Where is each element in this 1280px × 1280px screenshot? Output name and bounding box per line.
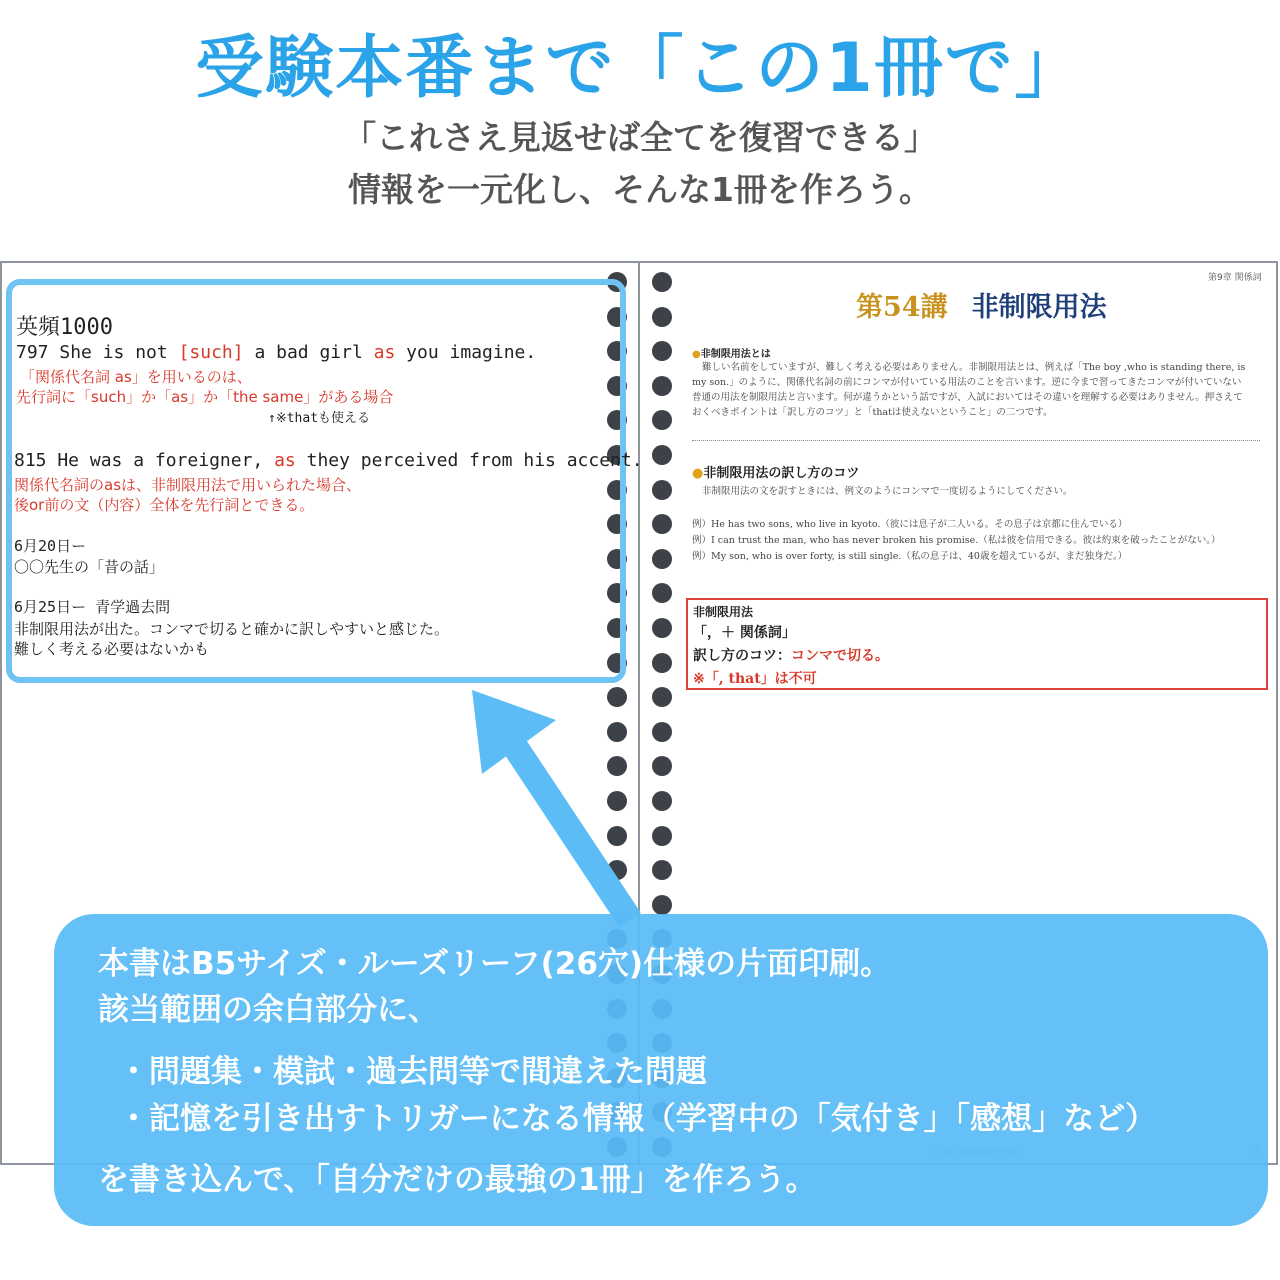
memo-2-date: 6月25日ー 青学過去問 (14, 598, 171, 616)
note-815-annotation-2: 後or前の文（内容）全体を先行詞とできる。 (14, 496, 315, 514)
note-797-sentence: 797 She is not [such] a bad girl as you imagine. (16, 342, 537, 363)
banner-line-3: を書き込んで、「自分だけの最強の1冊」を作ろう。 (98, 1162, 817, 1198)
banner-bullet-1: ・問題集・模試・過去問等で間違えた問題 (118, 1054, 707, 1090)
binder-hole (652, 653, 672, 673)
headline: 受験本番まで「この1冊で」 (195, 29, 1085, 108)
key-point-title: 非制限用法 (693, 605, 754, 619)
lesson-title (856, 285, 1107, 324)
binder-hole (652, 445, 672, 465)
memo-2-text-2: 難しく考える必要はないかも (14, 640, 210, 658)
section-1-paragraph: 難しい名前をしていますが、難しく考える必要はありません。非制限用法とは、例えば「The boy ,who is standing there, is my son.」のように、関係代名詞の前にコンマが付いている用法のことを言います。逆に今まで習ってきたコンマが付いていない 普通の用法を制限用法と言います。何が違うかという話ですが、入試においてはその違いを理解する必要はありません。押さえて おくべきポイントは「訳し方のコツ」と「thatは使えないということ」の二つです。 (692, 362, 1246, 418)
note-815-sentence: 815 He was a foreigner, as they perceived from his accent. (14, 450, 643, 471)
memo-2-text-1: 非制限用法が出た。コンマで切ると確かに訳しやすいと感じた。 (14, 620, 450, 638)
subtitle-line-2: 情報を一元化し、そんな1冊を作ろう。 (348, 170, 932, 209)
key-point-form: 「，＋ 関係詞」 (693, 625, 796, 641)
note-815-annotation-1: 関係代名詞のasは、非制限用法で用いられた場合、 (14, 476, 362, 494)
binder-hole (652, 376, 672, 396)
banner-bullet-2: ・記憶を引き出すトリガーになる情報（学習中の「気付き」「感想」など） (118, 1101, 1157, 1137)
example-1: 例）He has two sons, who live in kyoto.（彼には息子が二人いる。その息子は京都に住んでいる） (692, 519, 1128, 530)
binder-hole (652, 480, 672, 500)
lesson-name: 非制限用法 (971, 292, 1107, 323)
section-2-heading: ● 非制限用法の訳し方のコツ (692, 462, 859, 481)
binder-hole (652, 895, 672, 915)
note-797-that-remark: ↑※thatも使える (268, 411, 371, 426)
binder-hole (652, 307, 672, 327)
binder-hole (652, 618, 672, 638)
subtitle-line-1: 「これさえ見返せば全てを復習できる」 (343, 118, 937, 157)
key-point-warning: ※「, that」は不可 (693, 671, 817, 687)
memo-1-date: 6月20日ー (14, 537, 87, 555)
binder-hole (652, 272, 672, 292)
lesson-number: 第54講 (856, 292, 948, 323)
key-point-tip: 訳し方のコツ：コンマで切る。 (693, 648, 889, 664)
note-title: 英頻1000 (16, 315, 113, 340)
example-2: 例）I can trust the man, who has never broken his promise.（私は彼を信用できる。彼は約束を破ったことがない。） (692, 535, 1221, 546)
section-separator (692, 440, 1260, 441)
binder-hole (652, 549, 672, 569)
section-2-text: 非制限用法の文を訳すときには、例文のようにコンマで一度切るようにしてください。 (702, 486, 1073, 497)
section-1-heading: ● 非制限用法とは (692, 345, 771, 360)
memo-1-text: 〇〇先生の「昔の話」 (14, 558, 165, 576)
banner-line-2: 該当範囲の余白部分に、 (98, 992, 439, 1028)
banner-line-1: 本書はB5サイズ・ルーズリーフ(26穴)仕様の片面印刷。 (98, 946, 892, 982)
arrow-icon (460, 690, 650, 930)
binder-hole (652, 722, 672, 742)
example-3: 例）My son, who is over forty, is still single.（私の息子は、40歳を超えているが、まだ独身だ。） (692, 551, 1128, 562)
binder-hole (652, 826, 672, 846)
chapter-tag: 第9章 関係詞 (1208, 273, 1262, 283)
note-797-annotation-1: 「関係代名詞 as」を用いるのは、 (20, 368, 252, 386)
note-797-annotation-2: 先行詞に「such」か「as」か「the same」がある場合 (16, 388, 394, 406)
binder-hole (652, 791, 672, 811)
